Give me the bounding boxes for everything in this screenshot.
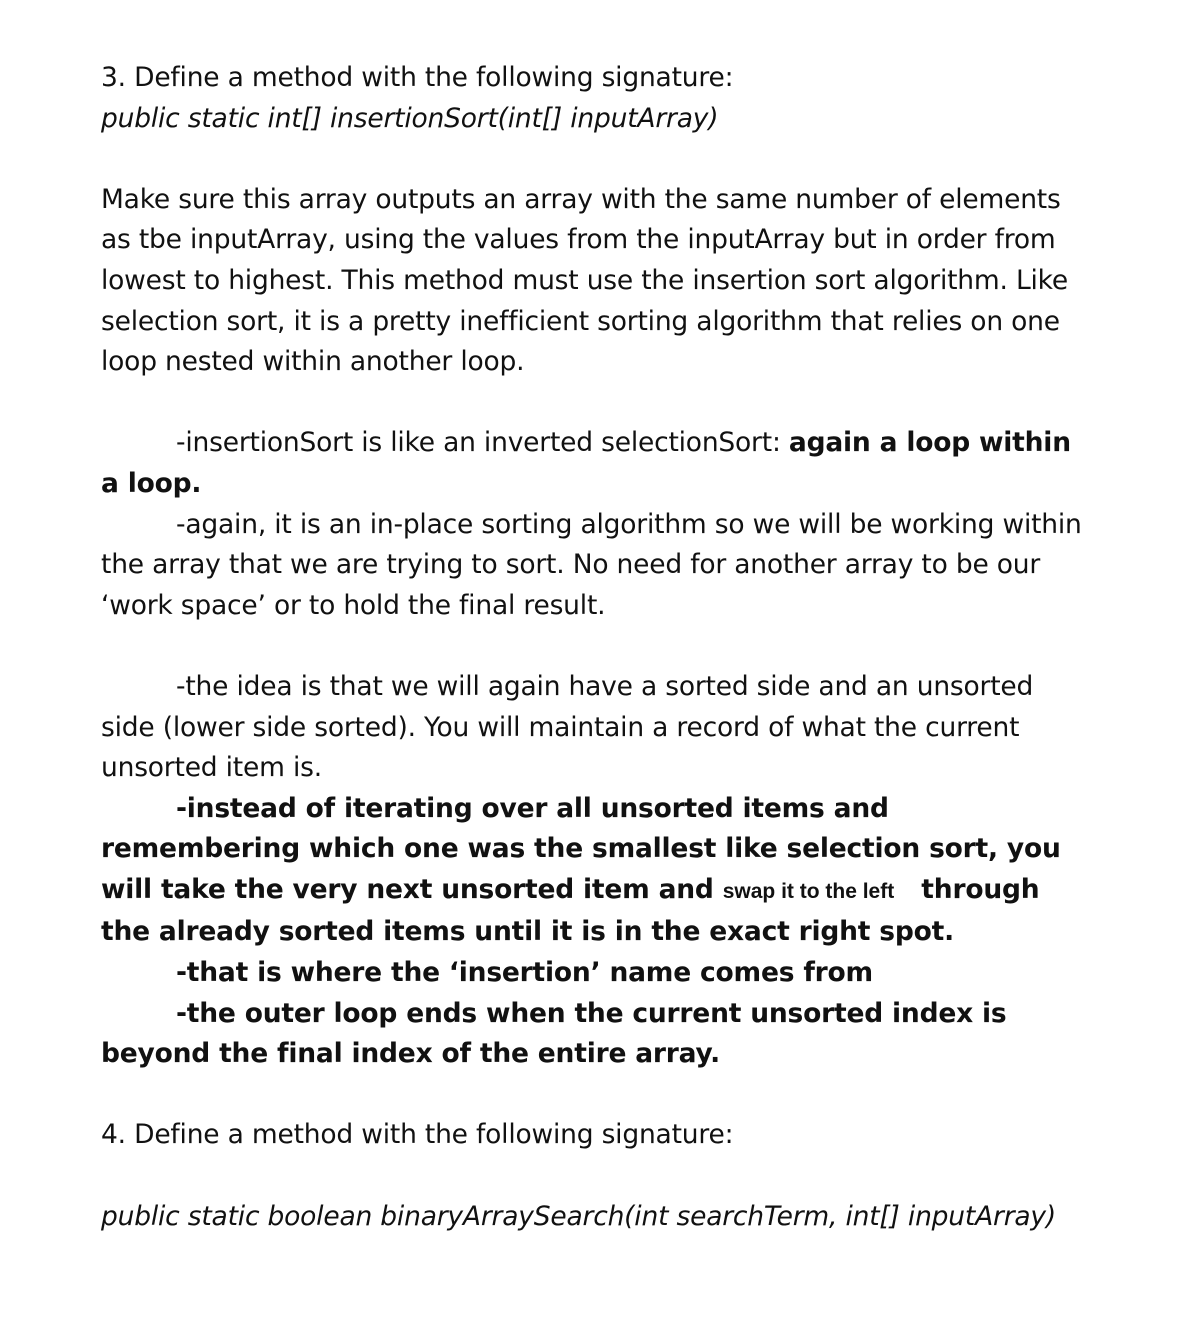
- q4-heading: 4. Define a method with the following signature:: [101, 1119, 734, 1151]
- spacer: [101, 383, 1091, 424]
- spacer: [101, 1156, 1091, 1197]
- q3-bullet-2: -again, it is an in-place sorting algorithm so we will be working within the array that we are trying to sort. No need for another array to be our ‘work space’ or to hold the final result.: [101, 508, 1082, 621]
- q3-signature: public static int[] insertionSort(int[] inputArray): [101, 102, 719, 134]
- q3-bullet-1: [101, 423, 1091, 504]
- q4-signature: public static boolean binaryArraySearch(int searchTerm, int[] inputArray): [101, 1200, 1057, 1232]
- q3-bullet-1-emphasis: again a loop within a loop.: [101, 427, 1071, 499]
- q3-bullet-4-text-b: through the already sorted items until it is in the exact right spot.: [101, 873, 1049, 948]
- spacer: [101, 626, 1091, 667]
- q3-bullet-4-small-text: swap it to the left: [722, 879, 895, 903]
- q3-bullet-6: -the outer loop ends when the current unsorted index is beyond the final index of the entire array.: [101, 997, 1007, 1070]
- q3-heading: 3. Define a method with the following signature:: [101, 62, 734, 93]
- q3-bullet-5: -that is where the ‘insertion’ name comes from: [176, 957, 873, 989]
- spacer: [101, 139, 1091, 180]
- q3-bullet-1-text: -insertionSort is like an inverted selectionSort:: [176, 427, 789, 459]
- q3-bullet-4-text-a: -instead of iterating over all unsorted items and remembering which one was the smallest like selection sort, you will take the very next unsorted item and: [101, 792, 1061, 905]
- q3-intro: Make sure this array outputs an array with the same number of elements as tbe inputArray, using the values from the inputArray but in order from lowest to highest. This method must use the insertion sort algorithm. Like selection sort, it is a pretty inefficient sorting algorithm that relies on one loop nested within another loop.: [101, 183, 1068, 378]
- q3-bullet-3: -the idea is that we will again have a sorted side and an unsorted side (lower side sorted). You will maintain a record of what the current unsorted item is.: [101, 670, 1034, 784]
- spacer: [101, 1075, 1091, 1116]
- document-page: [101, 58, 1091, 1237]
- q3-bullet-4: [101, 789, 1091, 953]
